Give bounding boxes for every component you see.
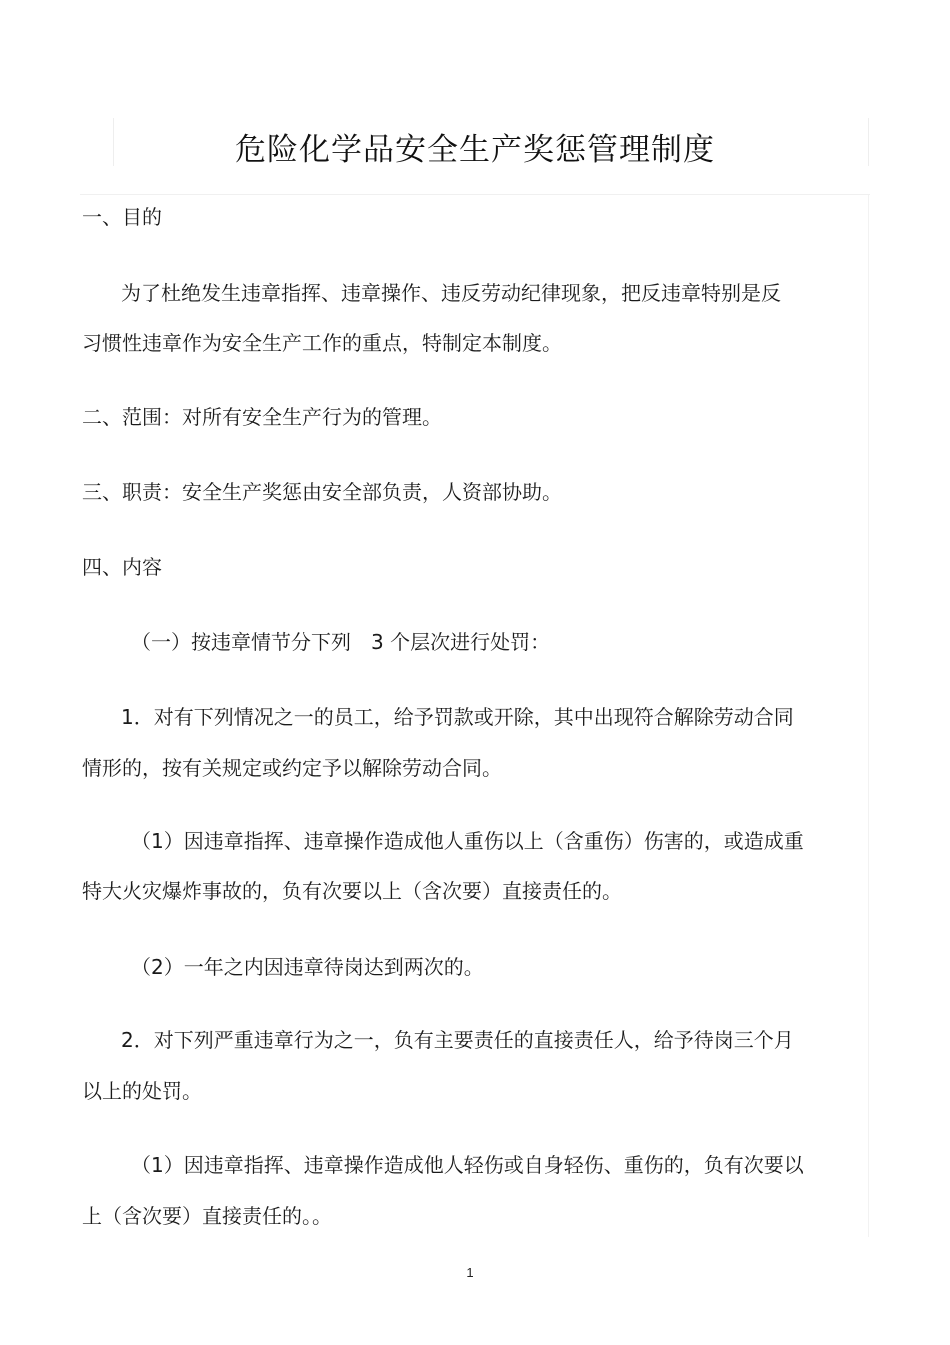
paragraph-line: （1）因违章指挥、违章操作造成他人轻伤或自身轻伤、重伤的，负有次要以	[131, 1153, 804, 1177]
section-heading-scope: 二、范围：对所有安全生产行为的管理。	[82, 405, 442, 429]
paragraph-line: （2）一年之内因违章待岗达到两次的。	[131, 955, 484, 979]
paragraph-line: 以上的处罚。	[82, 1079, 202, 1103]
section-heading-content: 四、内容	[82, 555, 162, 579]
paragraph-line: 上（含次要）直接责任的。。	[82, 1204, 332, 1228]
paragraph-line: （1）因违章指挥、违章操作造成他人重伤以上（含重伤）伤害的，或造成重	[131, 829, 804, 853]
paragraph-line: 习惯性违章作为安全生产工作的重点，特制定本制度。	[82, 331, 562, 355]
section-heading-duties: 三、职责：安全生产奖惩由安全部负责，人资部协助。	[82, 480, 562, 504]
document-title: 危险化学品安全生产奖惩管理制度	[235, 132, 715, 168]
paragraph-line: 情形的，按有关规定或约定予以解除劳动合同。	[82, 756, 502, 780]
paragraph-line: 1．对有下列情况之一的员工，给予罚款或开除，其中出现符合解除劳动合同	[121, 705, 794, 729]
subsection-heading: （一）按违章情节分下列 3 个层次进行处罚：	[131, 630, 551, 654]
paragraph-line: 为了杜绝发生违章指挥、违章操作、违反劳动纪律现象，把反违章特别是反	[121, 281, 781, 305]
paragraph-line: 特大火灾爆炸事故的，负有次要以上（含次要）直接责任的。	[82, 879, 622, 903]
paragraph-line: 2．对下列严重违章行为之一，负有主要责任的直接责任人，给予待岗三个月	[121, 1028, 794, 1052]
page-number: 1	[466, 1265, 474, 1280]
section-heading-purpose: 一、目的	[82, 205, 162, 229]
content-border-right	[868, 195, 869, 1237]
title-divider	[80, 194, 870, 195]
